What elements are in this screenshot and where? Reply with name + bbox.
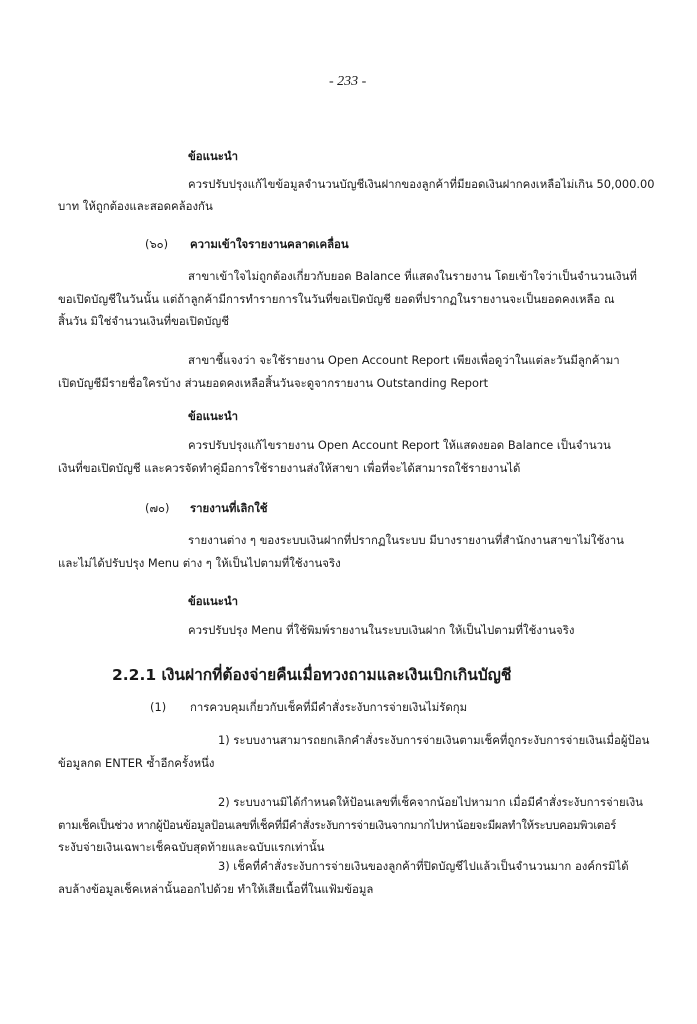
- section-title: รายงานที่เลิกใช้: [190, 501, 268, 515]
- recommendation-label: ข้อแนะนำ: [188, 149, 239, 163]
- paragraph-line: สาขาชี้แจงว่า จะใช้รายงาน Open Account Report เพียงเพื่อดูว่าในแต่ละวันมีลูกค้ามา: [188, 353, 620, 367]
- list-item: 1) ระบบงานสามารถยกเลิกคำสั่งระงับการจ่ายเงินตามเช็คที่ถูกระงับการจ่ายเงินเมื่อผู้ป้อน: [218, 733, 650, 747]
- page-number: - 233 -: [329, 74, 367, 89]
- paragraph-line: ควรปรับปรุงแก้ไขข้อมูลจำนวนบัญชีเงินฝากของลูกค้าที่มียอดเงินฝากคงเหลือไม่เกิน 50,000.00: [188, 177, 655, 191]
- subsection-number: (1): [150, 700, 167, 714]
- list-item: 2) ระบบงานมิได้กำหนดให้ป้อนเลขที่เช็คจากน้อยไปหามาก เมื่อมีคำสั่งระงับการจ่ายเงิน: [218, 795, 643, 809]
- paragraph-line: ขอเปิดบัญชีในวันนั้น แต่ถ้าลูกค้ามีการทำรายการในวันที่ขอเปิดบัญชี ยอดที่ปรากฏในรายงานจะเป็นยอดคงเหลือ ณ: [58, 292, 615, 306]
- section-number: (๖๐): [145, 237, 169, 251]
- subsection-title: การควบคุมเกี่ยวกับเช็คที่มีคำสั่งระงับการจ่ายเงินไม่รัดกุม: [190, 700, 468, 714]
- recommendation-label: ข้อแนะนำ: [188, 409, 239, 423]
- paragraph-line: และไม่ได้ปรับปรุง Menu ต่าง ๆ ให้เป็นไปตามที่ใช้งานจริง: [58, 556, 341, 570]
- section-title: ความเข้าใจรายงานคลาดเคลื่อน: [190, 237, 349, 251]
- paragraph-line: เงินที่ขอเปิดบัญชี และควรจัดทำคู่มือการใช้รายงานส่งให้สาขา เพื่อที่จะได้สามารถใช้รายงานได้: [58, 461, 521, 475]
- list-item-continuation: ระงับจ่ายเงินเฉพาะเช็คฉบับสุดท้ายและฉบับแรกเท่านั้น: [58, 840, 325, 854]
- paragraph-line: เปิดบัญชีมีรายชื่อใครบ้าง ส่วนยอดคงเหลือสิ้นวันจะดูจากรายงาน Outstanding Report: [58, 376, 489, 390]
- section-heading: 2.2.1 เงินฝากที่ต้องจ่ายคืนเมื่อทวงถามและเงินเบิกเกินบัญชี: [112, 666, 512, 684]
- paragraph-line: สิ้นวัน มิใช่จำนวนเงินที่ขอเปิดบัญชี: [58, 314, 229, 328]
- list-item: 3) เช็คที่คำสั่งระงับการจ่ายเงินของลูกค้าที่ปิดบัญชีไปแล้วเป็นจำนวนมาก องค์กรมิได้: [218, 859, 629, 873]
- paragraph-line: ควรปรับปรุงแก้ไขรายงาน Open Account Report ให้แสดงยอด Balance เป็นจำนวน: [188, 438, 611, 452]
- list-item-continuation: ลบล้างข้อมูลเช็คเหล่านั้นออกไปด้วย ทำให้เสียเนื้อที่ในแฟ้มข้อมูล: [58, 882, 374, 896]
- list-item-continuation: ข้อมูลกด ENTER ซ้ำอีกครั้งหนึ่ง: [58, 756, 215, 770]
- recommendation-label: ข้อแนะนำ: [188, 594, 239, 608]
- paragraph-line: บาท ให้ถูกต้องและสอดคล้องกัน: [58, 199, 213, 213]
- list-item-continuation: ตามเช็คเป็นช่วง หากผู้ป้อนข้อมูลป้อนเลขที่เช็คที่มีคำสั่งระงับการจ่ายเงินจากมากไปหาน้อยจะมีผลทำให้ระบบคอมพิวเตอร์: [58, 818, 617, 832]
- paragraph-line: ควรปรับปรุง Menu ที่ใช้พิมพ์รายงานในระบบเงินฝาก ให้เป็นไปตามที่ใช้งานจริง: [188, 623, 575, 637]
- section-number: (๗๐): [145, 501, 170, 515]
- paragraph-line: สาขาเข้าใจไม่ถูกต้องเกี่ยวกับยอด Balance ที่แสดงในรายงาน โดยเข้าใจว่าเป็นจำนวนเงินที่: [188, 269, 637, 283]
- paragraph-line: รายงานต่าง ๆ ของระบบเงินฝากที่ปรากฏในระบบ มีบางรายงานที่สำนักงานสาขาไม่ใช้งาน: [188, 533, 624, 547]
